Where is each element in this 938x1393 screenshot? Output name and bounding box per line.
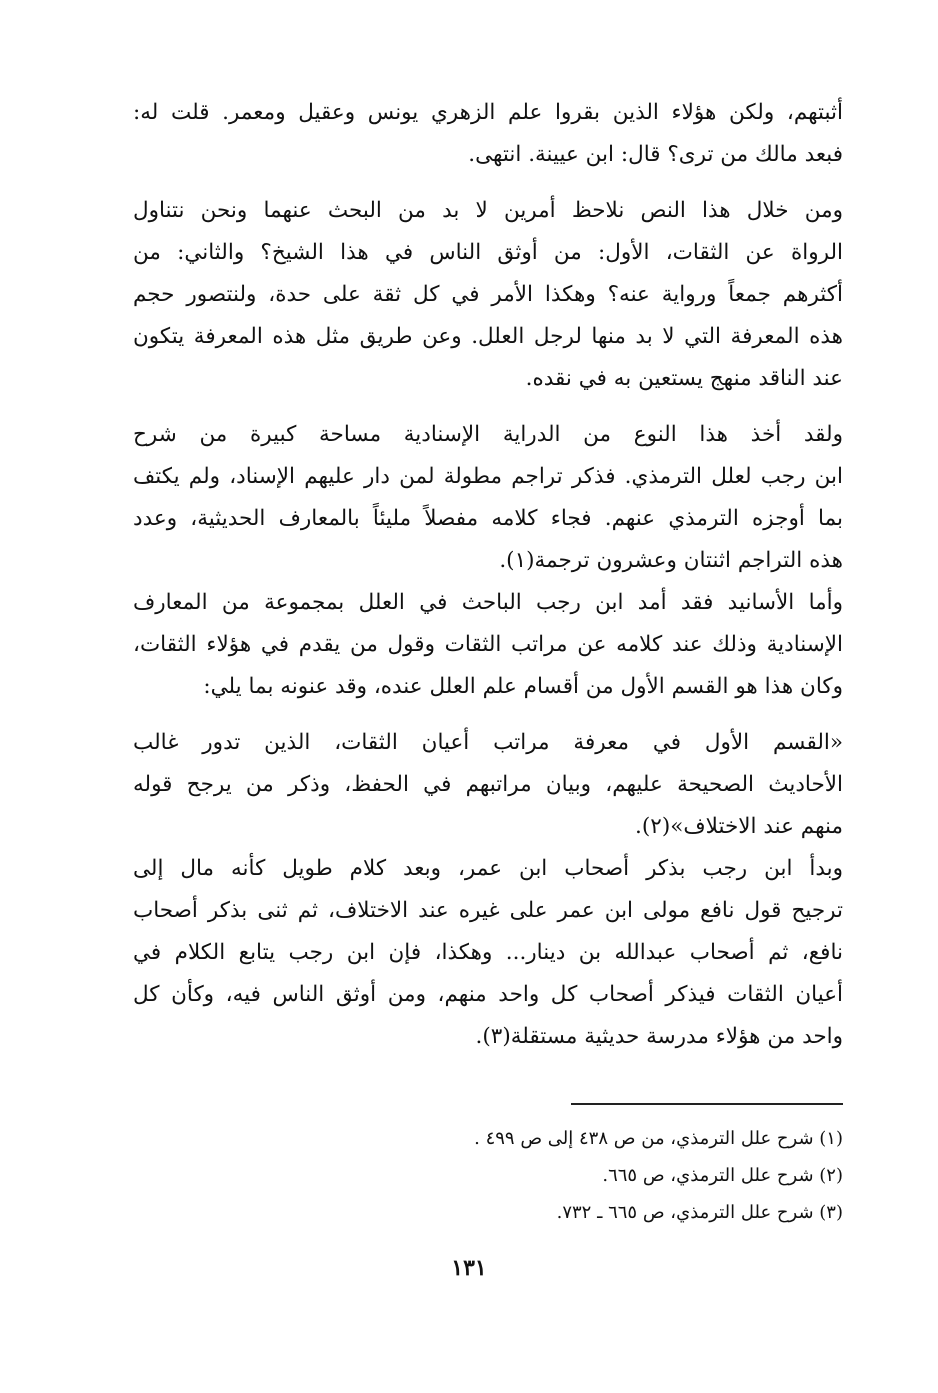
text-line: فبعد مالك من ترى؟ قال: ابن عيينة. انتهى.: [468, 142, 843, 167]
text-line: ترجيح قول نافع مولى ابن عمر على غيره عند الاختلاف، ثم ثنى بذكر أصحاب: [133, 898, 843, 923]
text-line: الأحاديث الصحيحة عليهم، وبيان مراتبهم في الحفظ، وذكر من يرجح قوله: [133, 772, 843, 797]
text-line: وكان هذا هو القسم الأول من أقسام علم العلل عنده، وقد عنونه بما يلي:: [203, 674, 843, 699]
paragraph-4: [133, 582, 843, 708]
footnotes: [133, 1120, 843, 1231]
text-line: «القسم الأول في معرفة مراتب أعيان الثقات، الذين تدور غالب: [133, 730, 843, 755]
text-line: أكثرهم جمعاً ورواية عنه؟ وهكذا الأمر في كل ثقة على حدة، ولنتصور حجم: [133, 282, 843, 307]
footnote: (٢) شرح علل الترمذي، ص ٦٦٥.: [602, 1165, 843, 1186]
text-line: الرواة عن الثقات، الأول: من أوثق الناس في هذا الشيخ؟ والثاني: من: [133, 240, 843, 265]
text-line: بما أوجزه الترمذي عنهم. فجاء كلامه مفصلاً مليئاً بالمعارف الحديثية، وعدد: [133, 506, 843, 531]
text-line: ومن خلال هذا النص نلاحظ أمرين لا بد من البحث عنهما ونحن نتناول: [133, 198, 843, 223]
text-line: ولقد أخذ هذا النوع من الدراية الإسنادية مساحة كبيرة من شرح: [133, 422, 843, 447]
text-line: أعيان الثقات فيذكر أصحاب كل واحد منهم، ومن أوثق الناس فيه، وكأن كل: [133, 982, 843, 1007]
text-line: نافع، ثم أصحاب عبدالله بن دينار... وهكذا، فإن ابن رجب يتابع الكلام في: [133, 940, 843, 965]
footnote-divider: [571, 1103, 843, 1105]
text-line: هذه المعرفة التي لا بد منها لرجل العلل. وعن طريق مثل هذه المعرفة يتكون: [133, 324, 843, 349]
text-line: وبدأ ابن رجب بذكر أصحاب ابن عمر، وبعد كلام طويل كأنه مال إلى: [133, 856, 843, 881]
paragraph-3: [133, 414, 843, 582]
footnote: (١) شرح علل الترمذي، من ص ٤٣٨ إلى ص ٤٩٩ .: [474, 1128, 843, 1149]
paragraph-1: [133, 92, 843, 176]
text-line: عند الناقد منهج يستعين به في نقده.: [525, 366, 843, 391]
text-line: أثبتهم، ولكن هؤلاء الذين بقروا علم الزهري يونس وعقيل ومعمر. قلت له:: [133, 100, 843, 125]
page-number: ١٣١: [451, 1255, 487, 1281]
text-line: منهم عند الاختلاف»(٢).: [635, 814, 843, 839]
paragraph-2: [133, 190, 843, 400]
footnote: (٣) شرح علل الترمذي، ص ٦٦٥ ـ ٧٣٢.: [556, 1202, 843, 1223]
quotation: [133, 722, 843, 848]
text-line: وأما الأسانيد فقد أمد ابن رجب الباحث في العلل بمجموعة من المعارف: [133, 590, 843, 615]
text-line: الإسنادية وذلك عند كلامه عن مراتب الثقات وقول من يقدم في هؤلاء الثقات،: [133, 632, 843, 657]
text-line: هذه التراجم اثنتان وعشرون ترجمة(١).: [499, 548, 843, 573]
main-text: [133, 92, 843, 1058]
text-line: ابن رجب لعلل الترمذي. فذكر تراجم مطولة لمن دار عليهم الإسناد، ولم يكتف: [133, 464, 843, 489]
text-line: واحد من هؤلاء مدرسة حديثية مستقلة(٣).: [475, 1024, 843, 1049]
paragraph-5: [133, 848, 843, 1058]
